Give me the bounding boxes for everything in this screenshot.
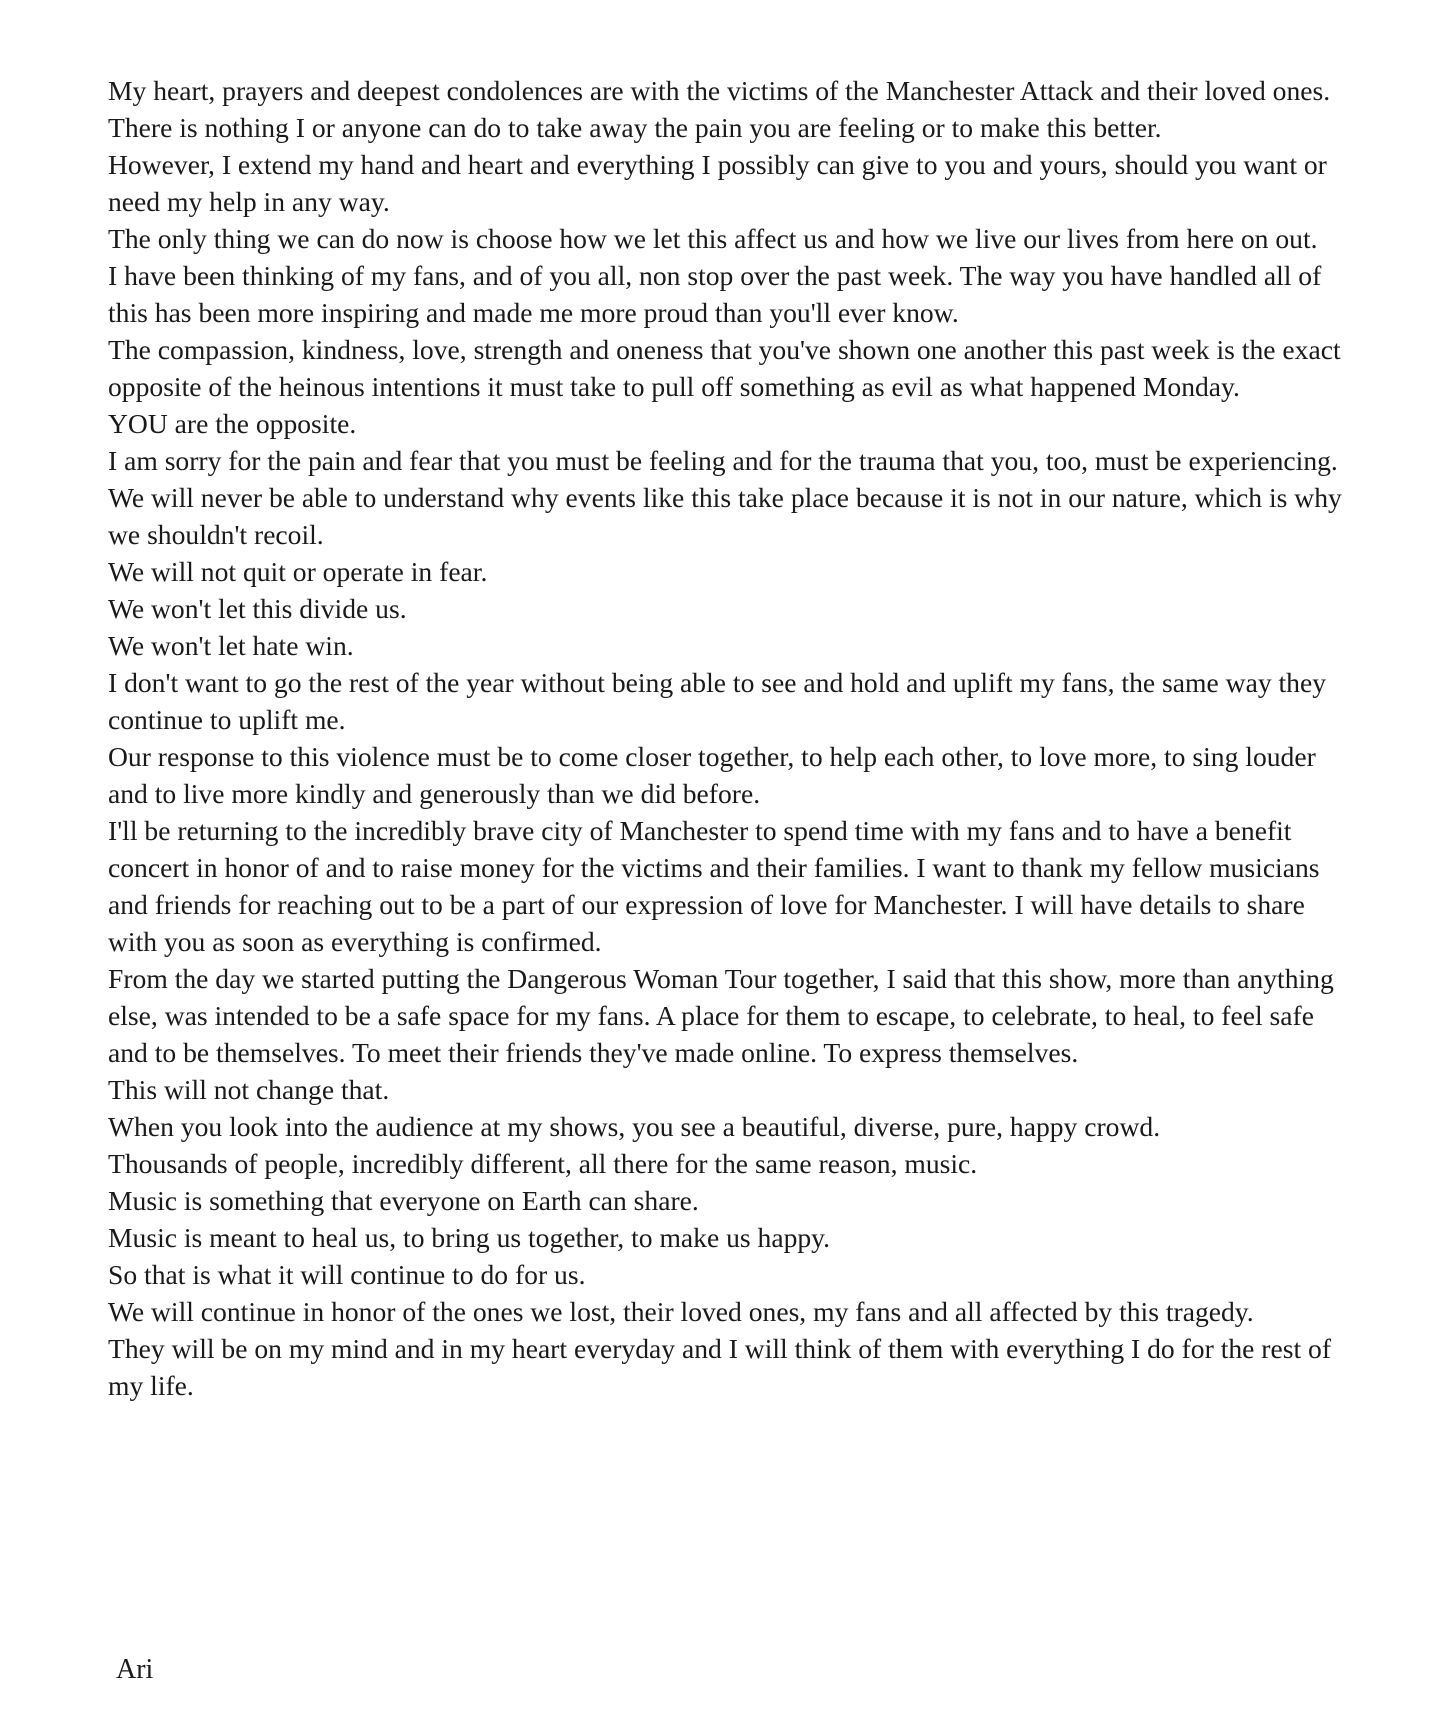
paragraph-20: Music is something that everyone on Earth can share. xyxy=(108,1185,699,1216)
paragraph-23: We will continue in honor of the ones we lost, their loved ones, my fans and all affected by this tragedy. xyxy=(108,1296,1254,1327)
paragraph-13: I don't want to go the rest of the year without being able to see and hold and uplift my fans, the same way they continue to uplift me. xyxy=(108,667,1327,735)
paragraph-5: I have been thinking of my fans, and of you all, non stop over the past week. The way you have handled all of this has been more inspiring and made me more proud than you'll ever know. xyxy=(108,260,1322,328)
paragraph-16: From the day we started putting the Dangerous Woman Tour together, I said that this show, more than anything else, was intended to be a safe space for my fans. A place for them to escape, to celebrate, to heal, to feel safe and to be themselves. To meet their friends they've made online. To express themselves. xyxy=(108,963,1334,1068)
paragraph-22: So that is what it will continue to do for us. xyxy=(108,1259,586,1290)
paragraph-4: The only thing we can do now is choose how we let this affect us and how we live our lives from here on out. xyxy=(108,223,1318,254)
paragraph-24: They will be on my mind and in my heart everyday and I will think of them with everything I do for the rest of my life. xyxy=(108,1333,1332,1401)
letter-body xyxy=(108,72,1348,1404)
paragraph-9: We will never be able to understand why events like this take place because it is not in our nature, which is why we shouldn't recoil. xyxy=(108,482,1342,550)
paragraph-17: This will not change that. xyxy=(108,1074,390,1105)
paragraph-7: YOU are the opposite. xyxy=(108,408,357,439)
paragraph-10: We will not quit or operate in fear. xyxy=(108,556,488,587)
paragraph-21: Music is meant to heal us, to bring us together, to make us happy. xyxy=(108,1222,831,1253)
signature: Ari xyxy=(116,1654,154,1685)
paragraph-14: Our response to this violence must be to come closer together, to help each other, to love more, to sing louder and to live more kindly and generously than we did before. xyxy=(108,741,1316,809)
paragraph-11: We won't let this divide us. xyxy=(108,593,407,624)
paragraph-19: Thousands of people, incredibly different, all there for the same reason, music. xyxy=(108,1148,978,1179)
paragraph-3: However, I extend my hand and heart and everything I possibly can give to you and yours, should you want or need my help in any way. xyxy=(108,149,1327,217)
paragraph-2: There is nothing I or anyone can do to take away the pain you are feeling or to make this better. xyxy=(108,112,1162,143)
paragraph-6: The compassion, kindness, love, strength and oneness that you've shown one another this past week is the exact opposite of the heinous intentions it must take to pull off something as evil as what happened Monday. xyxy=(108,334,1341,402)
paragraph-15: I'll be returning to the incredibly brave city of Manchester to spend time with my fans and to have a benefit concert in honor of and to raise money for the victims and their families. I want to thank my fellow musicians and friends for reaching out to be a part of our expression of love for Manchester. I will have details to share with you as soon as everything is confirmed. xyxy=(108,815,1320,957)
paragraph-8: I am sorry for the pain and fear that you must be feeling and for the trauma that you, too, must be experiencing. xyxy=(108,445,1338,476)
paragraph-18: When you look into the audience at my shows, you see a beautiful, diverse, pure, happy crowd. xyxy=(108,1111,1161,1142)
paragraph-1: My heart, prayers and deepest condolences are with the victims of the Manchester Attack and their loved ones. xyxy=(108,75,1331,106)
paragraph-12: We won't let hate win. xyxy=(108,630,354,661)
